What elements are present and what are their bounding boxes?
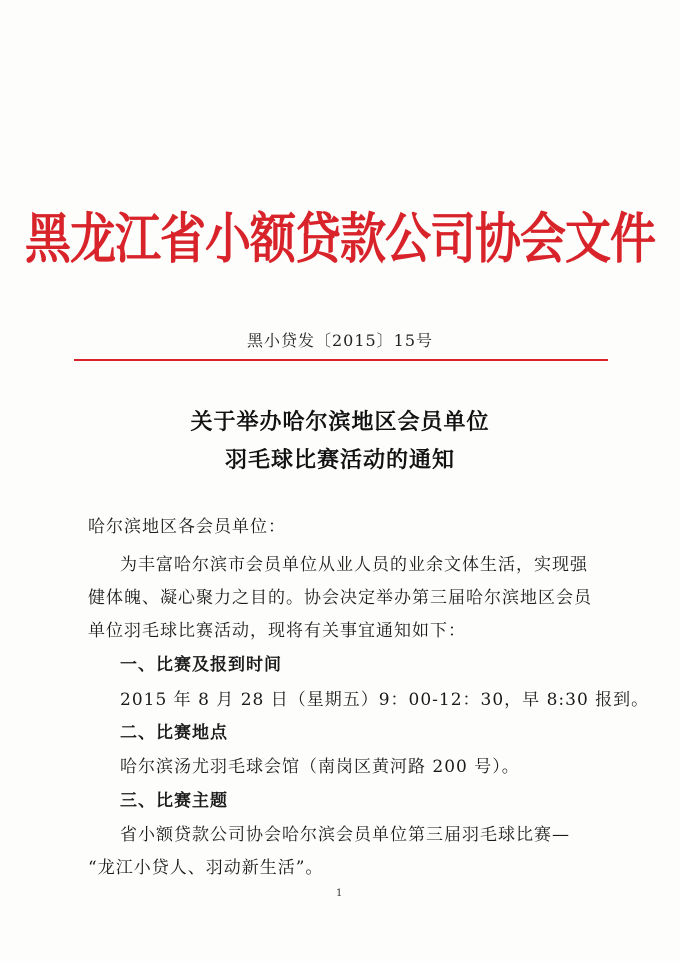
section-2-text: 哈尔滨汤尤羽毛球会馆（南岗区黄河路 200 号）。 (120, 757, 520, 777)
section-3-line-1: 省小额贷款公司协会哈尔滨会员单位第三届羽毛球比赛— (120, 825, 570, 845)
section-3-line-2: “龙江小贷人、羽动新生活”。 (88, 858, 324, 878)
section-2-heading: 二、比赛地点 (120, 723, 228, 743)
document-header-title: 黑龙江省小额贷款公司协会文件 (25, 206, 655, 271)
notice-title-line-1: 关于举办哈尔滨地区会员单位 (190, 410, 490, 435)
salutation: 哈尔滨地区各会员单位： (88, 517, 286, 537)
page-number: 1 (336, 888, 343, 899)
notice-title-line-2: 羽毛球比赛活动的通知 (224, 448, 455, 473)
header-red-rule (74, 359, 608, 361)
intro-line-2: 健体魄、凝心聚力之目的。协会决定举办第三届哈尔滨地区会员 (88, 588, 592, 608)
document-number: 黑小贷发〔2015〕15号 (246, 331, 434, 350)
section-3-heading: 三、比赛主题 (120, 791, 228, 811)
intro-line-3: 单位羽毛球比赛活动，现将有关事宜通知如下： (88, 621, 466, 641)
section-1-heading: 一、比赛及报到时间 (120, 655, 282, 675)
intro-line-1: 为丰富哈尔滨市会员单位从业人员的业余文体生活，实现强 (120, 555, 588, 575)
section-1-text: 2015 年 8 月 28 日（星期五）9：00-12：30，早 8:30 报到。 (120, 690, 650, 710)
